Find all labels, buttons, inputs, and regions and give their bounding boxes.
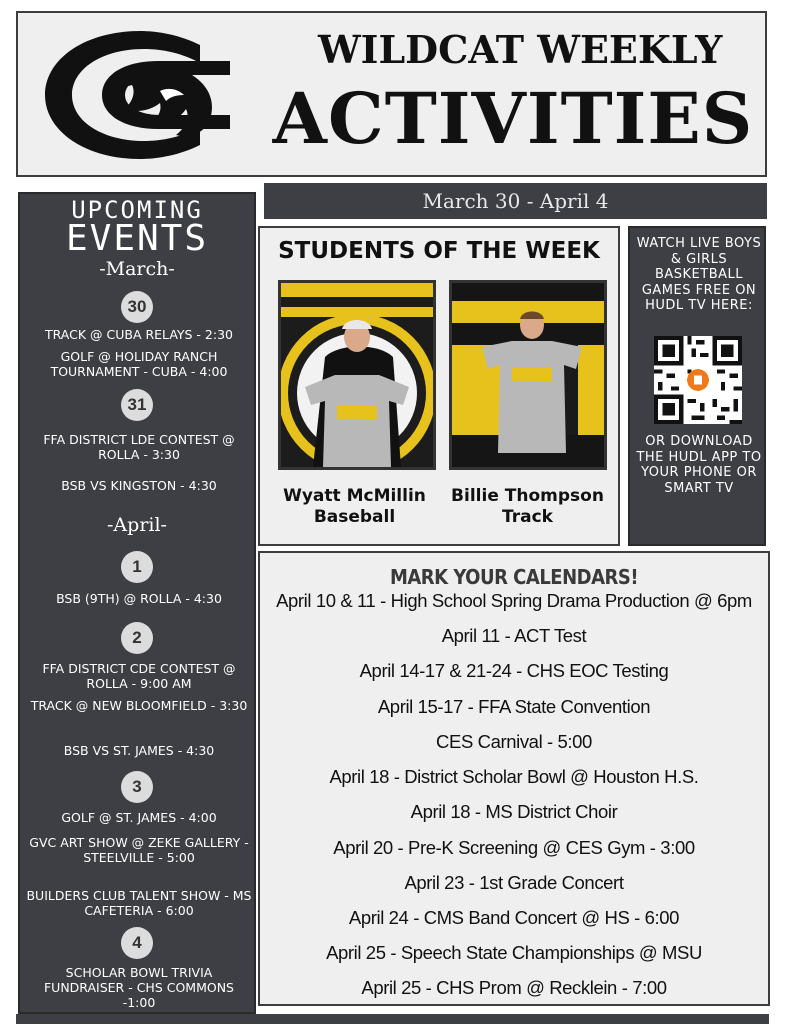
student-photo-2-illustration [452, 283, 604, 467]
title-activities: ACTIVITIES [272, 77, 754, 160]
calendar-item: April 15-17 - FFA State Convention [377, 696, 651, 717]
students-title: STUDENTS OF THE WEEK [278, 238, 600, 264]
student-photo-1 [278, 280, 436, 470]
event-item: BSB VS KINGSTON - 4:30 [61, 478, 217, 493]
calendar-title: MARK YOUR CALENDARS! [389, 565, 639, 589]
event-item: SCHOLAR BOWL TRIVIA FUNDRAISER - CHS COMMONS -1:00 [43, 965, 234, 1010]
event-item: GOLF @ ST. JAMES - 4:00 [61, 810, 217, 825]
day-badge-3: 3 [121, 771, 153, 803]
upcoming-events-sidebar [18, 192, 256, 1014]
sidebar-heading-events: EVENTS [65, 218, 209, 259]
title-weekly: WILDCAT WEEKLY [318, 27, 723, 72]
day-badge-31: 31 [121, 389, 153, 421]
calendar-item: CES Carnival - 5:00 [436, 731, 592, 752]
wildcat-logo-icon [40, 31, 240, 159]
calendar-item: April 18 - District Scholar Bowl @ Houston H.S. [329, 766, 699, 787]
header-banner [16, 11, 767, 177]
calendar-item: April 14-17 & 21-24 - CHS EOC Testing [359, 660, 669, 681]
calendar-item: April 18 - MS District Choir [410, 801, 618, 822]
student-2-name: Billie Thompson [451, 486, 604, 506]
calendar-item: April 23 - 1st Grade Concert [404, 872, 624, 893]
qr-code-icon[interactable] [654, 336, 742, 424]
calendar-item: April 25 - Speech State Championships @ MSU [326, 942, 702, 963]
mark-your-calendars-panel [258, 551, 770, 1006]
calendar-item: April 11 - ACT Test [441, 625, 587, 646]
bottom-divider [16, 1014, 769, 1024]
event-item: BSB (9TH) @ ROLLA - 4:30 [56, 591, 222, 606]
qr-code-graphic [654, 336, 742, 424]
calendar-item: April 10 & 11 - High School Spring Drama Production @ 6pm [276, 590, 752, 611]
date-range-banner: March 30 - April 4 [264, 183, 767, 219]
day-badge-2: 2 [121, 622, 153, 654]
event-item: FFA DISTRICT LDE CONTEST @ ROLLA - 3:30 [43, 432, 235, 462]
event-item: TRACK @ NEW BLOOMFIELD - 3:30 [30, 698, 248, 713]
event-item: BSB VS ST. JAMES - 4:30 [63, 743, 215, 758]
event-item: GOLF @ HOLIDAY RANCH TOURNAMENT - CUBA - 4:00 [50, 349, 228, 379]
hudl-download-text: OR DOWNLOAD THE HUDL APP TO YOUR PHONE OR SMART TV [636, 434, 762, 496]
day-badge-30: 30 [121, 291, 153, 323]
student-photo-1-illustration [281, 283, 433, 467]
event-item: TRACK @ CUBA RELAYS - 2:30 [44, 327, 233, 342]
students-of-the-week-panel [258, 226, 620, 546]
month-label-april: -April- [107, 514, 167, 536]
calendar-item: April 20 - Pre-K Screening @ CES Gym - 3:00 [333, 837, 695, 858]
student-2-sport: Track [502, 507, 553, 527]
student-1-name: Wyatt McMillin [283, 486, 426, 506]
event-item: GVC ART SHOW @ ZEKE GALLERY - STEELVILLE - 5:00 [29, 835, 249, 865]
sidebar-heading-upcoming: UPCOMING [71, 196, 203, 224]
student-1-sport: Baseball [313, 507, 396, 527]
hudl-promo-panel [628, 226, 766, 546]
month-label-march: -March- [99, 258, 175, 280]
event-item: BUILDERS CLUB TALENT SHOW - MS CAFETERIA - 6:00 [26, 888, 252, 918]
hudl-watch-text: WATCH LIVE BOYS & GIRLS BASKETBALL GAMES FREE ON HUDL TV HERE: [636, 236, 762, 313]
calendar-item: April 24 - CMS Band Concert @ HS - 6:00 [348, 907, 680, 928]
student-photo-2 [449, 280, 607, 470]
day-badge-1: 1 [121, 551, 153, 583]
day-badge-4: 4 [121, 927, 153, 959]
calendar-item: April 25 - CHS Prom @ Recklein - 7:00 [361, 977, 667, 998]
event-item: FFA DISTRICT CDE CONTEST @ ROLLA - 9:00 AM [42, 661, 236, 691]
